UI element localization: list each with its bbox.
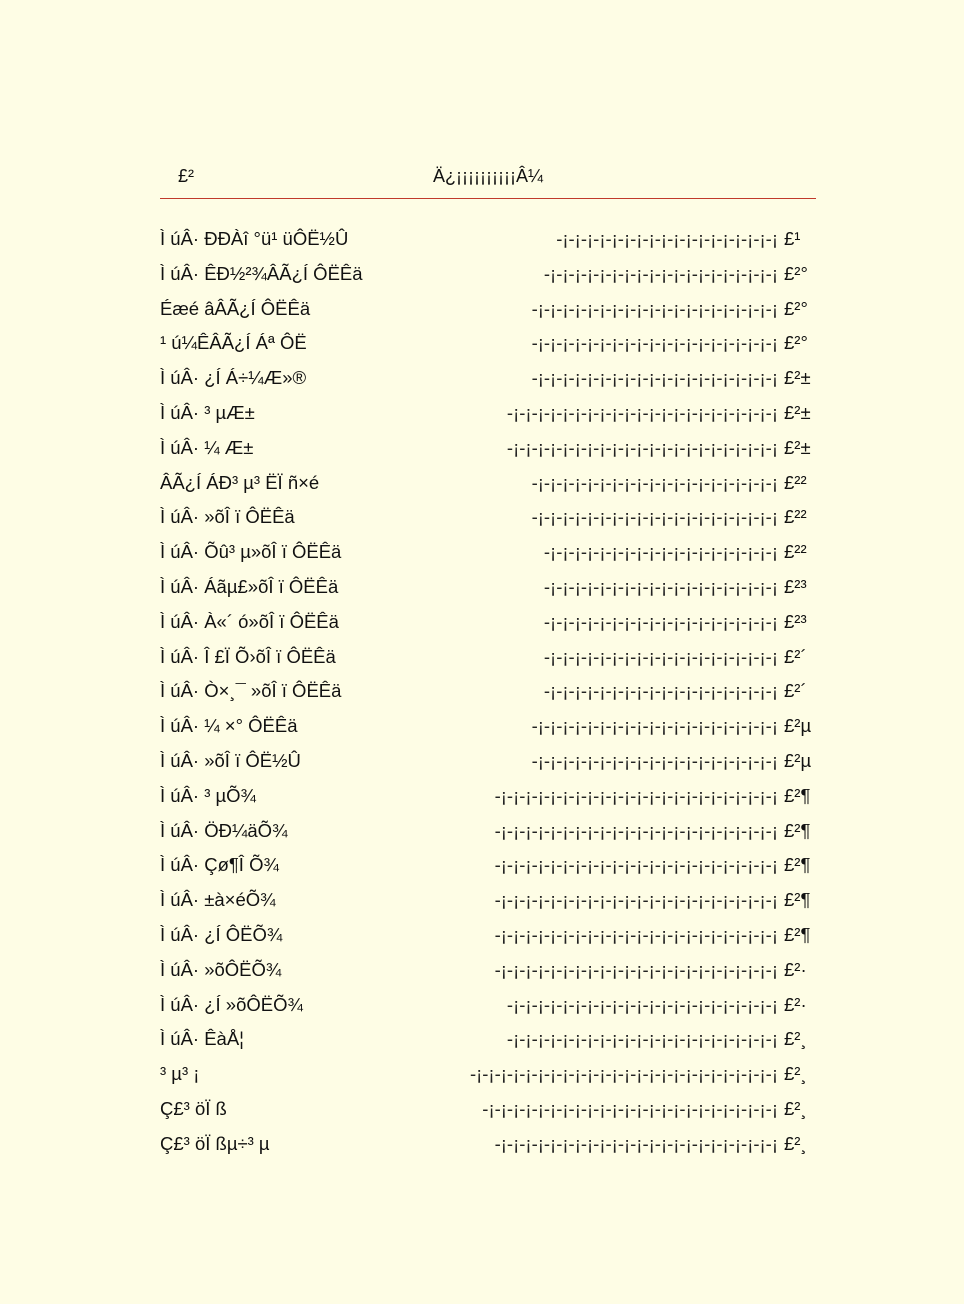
toc-page-number: £¹ <box>784 228 801 249</box>
toc-entry-label: Éæé âÂÃ¿Í ÔËÊä <box>160 297 311 319</box>
toc-entry-label: ³ µ³ ¡ <box>160 1063 200 1085</box>
toc-entry-label: Ì úÂ· Õû³ µ»õÎ ï ÔËÊä <box>160 541 342 563</box>
toc-dot-leader: ¡-¡-¡-¡-¡-¡-¡-¡-¡-¡-¡-¡-¡-¡-¡-¡-¡-¡-¡-¡- <box>531 297 778 319</box>
toc-entry-label: Ì úÂ· ¼ ×° ÔËÊä <box>160 715 298 737</box>
toc-page-number: £²³ <box>784 575 807 597</box>
toc-entry[interactable] <box>160 1092 824 1127</box>
toc-page-number: £²¶ <box>784 889 811 911</box>
toc-page-number: £²¶ <box>784 784 811 806</box>
toc-page-number: £²° <box>784 297 808 319</box>
toc-entry-label: Ì úÂ· ÊÐ½²¾ÂÃ¿Í ÔËÊä <box>160 262 363 284</box>
toc-entry-label: Ì úÂ· Î £Ï Õ›õÎ ï ÔËÊä <box>160 645 336 667</box>
toc-entry[interactable] <box>160 396 824 431</box>
toc-page-number: £²´ <box>784 680 807 702</box>
toc-dot-leader: ¡-¡-¡-¡-¡-¡-¡-¡-¡-¡-¡-¡-¡-¡-¡-¡-¡-¡-¡-¡-¡-¡-¡- <box>494 1132 778 1154</box>
toc-entry[interactable] <box>160 709 824 744</box>
toc-dot-leader: ¡-¡-¡-¡-¡-¡-¡-¡-¡-¡-¡-¡-¡-¡-¡-¡-¡-¡-¡-¡-¡-¡-¡- <box>494 784 778 806</box>
toc-entry-label: ¹ ú¼ÊÂÃ¿Í Áª ÔË <box>160 332 307 354</box>
toc-entry[interactable] <box>160 674 824 709</box>
toc-dot-leader: ¡-¡-¡-¡-¡-¡-¡-¡-¡-¡-¡-¡-¡-¡-¡-¡-¡-¡-¡-¡-¡-¡- <box>506 436 778 458</box>
toc-entry[interactable] <box>160 361 824 396</box>
toc-entry[interactable] <box>160 953 824 988</box>
toc-entry[interactable] <box>160 292 824 327</box>
toc-entry[interactable] <box>160 500 824 535</box>
toc-dot-leader: ¡-¡-¡-¡-¡-¡-¡-¡-¡-¡-¡-¡-¡-¡-¡-¡-¡-¡-¡-¡-¡-¡- <box>506 1028 778 1050</box>
toc-page-number: £²± <box>784 401 811 423</box>
toc-page-number: £²³ <box>784 610 807 632</box>
toc-entry[interactable] <box>160 640 824 675</box>
toc-dot-leader: ¡-¡-¡-¡-¡-¡-¡-¡-¡-¡-¡-¡-¡-¡-¡-¡-¡-¡-¡-¡- <box>531 471 778 493</box>
toc-entry[interactable] <box>160 222 824 257</box>
toc-dot-leader: ¡-¡-¡-¡-¡-¡-¡-¡-¡-¡-¡-¡-¡-¡-¡-¡-¡-¡-¡-¡-¡-¡-¡- <box>494 958 778 980</box>
toc-entry-label: Ì úÂ· ¿Í ÔËÕ¾ <box>160 923 283 945</box>
toc-entry-label: Ì úÂ· Áãµ£»õÎ ï ÔËÊä <box>160 575 339 597</box>
toc-page-number: £²² <box>784 541 807 563</box>
toc-entry[interactable] <box>160 1127 824 1162</box>
toc-dot-leader: ¡-¡-¡-¡-¡-¡-¡-¡-¡-¡-¡-¡-¡-¡-¡-¡-¡-¡-¡- <box>543 680 778 702</box>
toc-page-number: £²µ <box>784 749 812 771</box>
toc-entry-label: Ç£³ öÏ ßµ÷³ µ <box>160 1132 270 1154</box>
toc-dot-leader: ¡-¡-¡-¡-¡-¡-¡-¡-¡-¡-¡-¡-¡-¡-¡-¡-¡-¡-¡-¡-¡-¡-¡- <box>494 854 778 876</box>
toc-dot-leader: ¡-¡-¡-¡-¡-¡-¡-¡-¡-¡-¡-¡-¡-¡-¡-¡-¡-¡-¡-¡-¡-¡-¡- <box>494 819 778 841</box>
toc-entry-label: Ì úÂ· ÊàÅ¦ <box>160 1028 244 1050</box>
toc-entry-label: Ì úÂ· ±à×éÕ¾ <box>160 889 276 911</box>
toc-dot-leader: ¡-¡-¡-¡-¡-¡-¡-¡-¡-¡-¡-¡-¡-¡-¡-¡-¡-¡-¡- <box>543 541 778 563</box>
toc-entry[interactable] <box>160 466 824 501</box>
toc-entry[interactable] <box>160 744 824 779</box>
toc-entry[interactable] <box>160 257 824 292</box>
toc-dot-leader: ¡-¡-¡-¡-¡-¡-¡-¡-¡-¡-¡-¡-¡-¡-¡-¡-¡-¡-¡-¡-¡-¡-¡-¡- <box>482 1097 778 1119</box>
toc-dot-leader: ¡-¡-¡-¡-¡-¡-¡-¡-¡-¡-¡-¡-¡-¡-¡-¡-¡-¡-¡-¡- <box>531 715 778 737</box>
toc-entry-label: Ì úÂ· »õÎ ï ÔË½Û <box>160 749 301 771</box>
toc-dot-leader: ¡-¡-¡-¡-¡-¡-¡-¡-¡-¡-¡-¡-¡-¡-¡-¡-¡-¡- <box>556 228 778 249</box>
toc-page-number: £²° <box>784 262 808 284</box>
toc-entry[interactable] <box>160 535 824 570</box>
toc-dot-leader: ¡-¡-¡-¡-¡-¡-¡-¡-¡-¡-¡-¡-¡-¡-¡-¡-¡-¡-¡-¡-¡-¡-¡-¡-¡- <box>469 1063 778 1085</box>
toc-entry[interactable] <box>160 1057 824 1092</box>
toc-dot-leader: ¡-¡-¡-¡-¡-¡-¡-¡-¡-¡-¡-¡-¡-¡-¡-¡-¡-¡-¡-¡- <box>531 749 778 771</box>
toc-page-number: £²¶ <box>784 854 811 876</box>
toc-entry[interactable] <box>160 779 824 814</box>
toc-entry-label: Ì úÂ· »õÔËÕ¾ <box>160 958 282 980</box>
toc-dot-leader: ¡-¡-¡-¡-¡-¡-¡-¡-¡-¡-¡-¡-¡-¡-¡-¡-¡-¡-¡-¡- <box>531 367 778 389</box>
toc-dot-leader: ¡-¡-¡-¡-¡-¡-¡-¡-¡-¡-¡-¡-¡-¡-¡-¡-¡-¡-¡- <box>543 610 778 632</box>
toc-entry-label: Ì úÂ· ¿Í Á÷¼Æ»® <box>160 367 307 389</box>
toc-entry-label: Ì úÂ· ¼ Æ± <box>160 436 254 458</box>
toc-page-number: £²¸ <box>784 1097 807 1119</box>
running-header <box>160 166 816 192</box>
toc-dot-leader: ¡-¡-¡-¡-¡-¡-¡-¡-¡-¡-¡-¡-¡-¡-¡-¡-¡-¡-¡- <box>543 262 778 284</box>
toc-dot-leader: ¡-¡-¡-¡-¡-¡-¡-¡-¡-¡-¡-¡-¡-¡-¡-¡-¡-¡-¡-¡-¡-¡-¡- <box>494 889 778 911</box>
toc-entry-label: Ì úÂ· ¿Í »õÔËÕ¾ <box>160 993 303 1015</box>
toc-entry[interactable] <box>160 326 824 361</box>
toc-page-number: £²² <box>784 506 807 528</box>
toc-entry-label: Ì úÂ· ³ µÆ± <box>160 401 255 423</box>
toc-entry-label: Ì úÂ· ÖÐ¼äÕ¾ <box>160 819 288 841</box>
toc-entry-label: ÂÃ¿Í ÁÐ³ µ³ ËÏ ñ×é <box>160 471 320 493</box>
toc-entry[interactable] <box>160 814 824 849</box>
toc-entry-label: Ì úÂ· »õÎ ï ÔËÊä <box>160 506 295 528</box>
toc-page-number: £²¸ <box>784 1028 807 1050</box>
toc-page-number: £²¸ <box>784 1132 807 1154</box>
toc-page-number: £²· <box>784 958 807 980</box>
toc-entry-label: Ì úÂ· ÐÐÀî °ü¹ üÔË½Û <box>160 228 349 249</box>
toc-entry-label: Ì úÂ· Ò×¸¯ »õÎ ï ÔËÊä <box>160 680 342 702</box>
toc-page-number: £²´ <box>784 645 807 667</box>
header-title: Ä¿¡¡¡¡¡¡¡¡¡¡Â¼ <box>433 166 543 186</box>
toc-entry[interactable] <box>160 918 824 953</box>
toc-entry[interactable] <box>160 848 824 883</box>
toc-dot-leader: ¡-¡-¡-¡-¡-¡-¡-¡-¡-¡-¡-¡-¡-¡-¡-¡-¡-¡-¡-¡-¡-¡- <box>506 401 778 423</box>
toc-page-number: £²± <box>784 367 811 389</box>
toc-entry[interactable] <box>160 988 824 1023</box>
header-page-number: £² <box>178 166 195 186</box>
toc-entry[interactable] <box>160 883 824 918</box>
toc-page-number: £²± <box>784 436 811 458</box>
toc-page-number: £²µ <box>784 715 812 737</box>
toc-page-number: £²² <box>784 471 807 493</box>
toc-entry[interactable] <box>160 605 824 640</box>
toc-entry-label: Ç£³ öÏ ß <box>160 1097 227 1119</box>
toc-entry-label: Ì úÂ· À«´ ó»õÎ ï ÔËÊä <box>160 610 339 632</box>
toc-page-number: £²¸ <box>784 1063 807 1085</box>
toc-page-number: £²¶ <box>784 819 811 841</box>
toc-entry-label: Ì úÂ· Çø¶Î Õ¾ <box>160 854 279 876</box>
toc-page-number: £²· <box>784 993 807 1015</box>
toc-entry-label: Ì úÂ· ³ µÕ¾ <box>160 784 256 806</box>
toc-dot-leader: ¡-¡-¡-¡-¡-¡-¡-¡-¡-¡-¡-¡-¡-¡-¡-¡-¡-¡-¡- <box>543 645 778 667</box>
toc-entry[interactable] <box>160 1022 824 1057</box>
toc-dot-leader: ¡-¡-¡-¡-¡-¡-¡-¡-¡-¡-¡-¡-¡-¡-¡-¡-¡-¡-¡- <box>543 575 778 597</box>
table-of-contents <box>160 222 824 1162</box>
toc-dot-leader: ¡-¡-¡-¡-¡-¡-¡-¡-¡-¡-¡-¡-¡-¡-¡-¡-¡-¡-¡-¡-¡-¡-¡- <box>494 923 778 945</box>
toc-dot-leader: ¡-¡-¡-¡-¡-¡-¡-¡-¡-¡-¡-¡-¡-¡-¡-¡-¡-¡-¡-¡- <box>531 332 778 354</box>
toc-entry[interactable] <box>160 570 824 605</box>
toc-page-number: £²¶ <box>784 923 811 945</box>
toc-page-number: £²° <box>784 332 808 354</box>
toc-entry[interactable] <box>160 431 824 466</box>
header-divider <box>160 198 816 199</box>
toc-dot-leader: ¡-¡-¡-¡-¡-¡-¡-¡-¡-¡-¡-¡-¡-¡-¡-¡-¡-¡-¡-¡-¡-¡- <box>506 993 778 1015</box>
toc-dot-leader: ¡-¡-¡-¡-¡-¡-¡-¡-¡-¡-¡-¡-¡-¡-¡-¡-¡-¡-¡-¡- <box>531 506 778 528</box>
